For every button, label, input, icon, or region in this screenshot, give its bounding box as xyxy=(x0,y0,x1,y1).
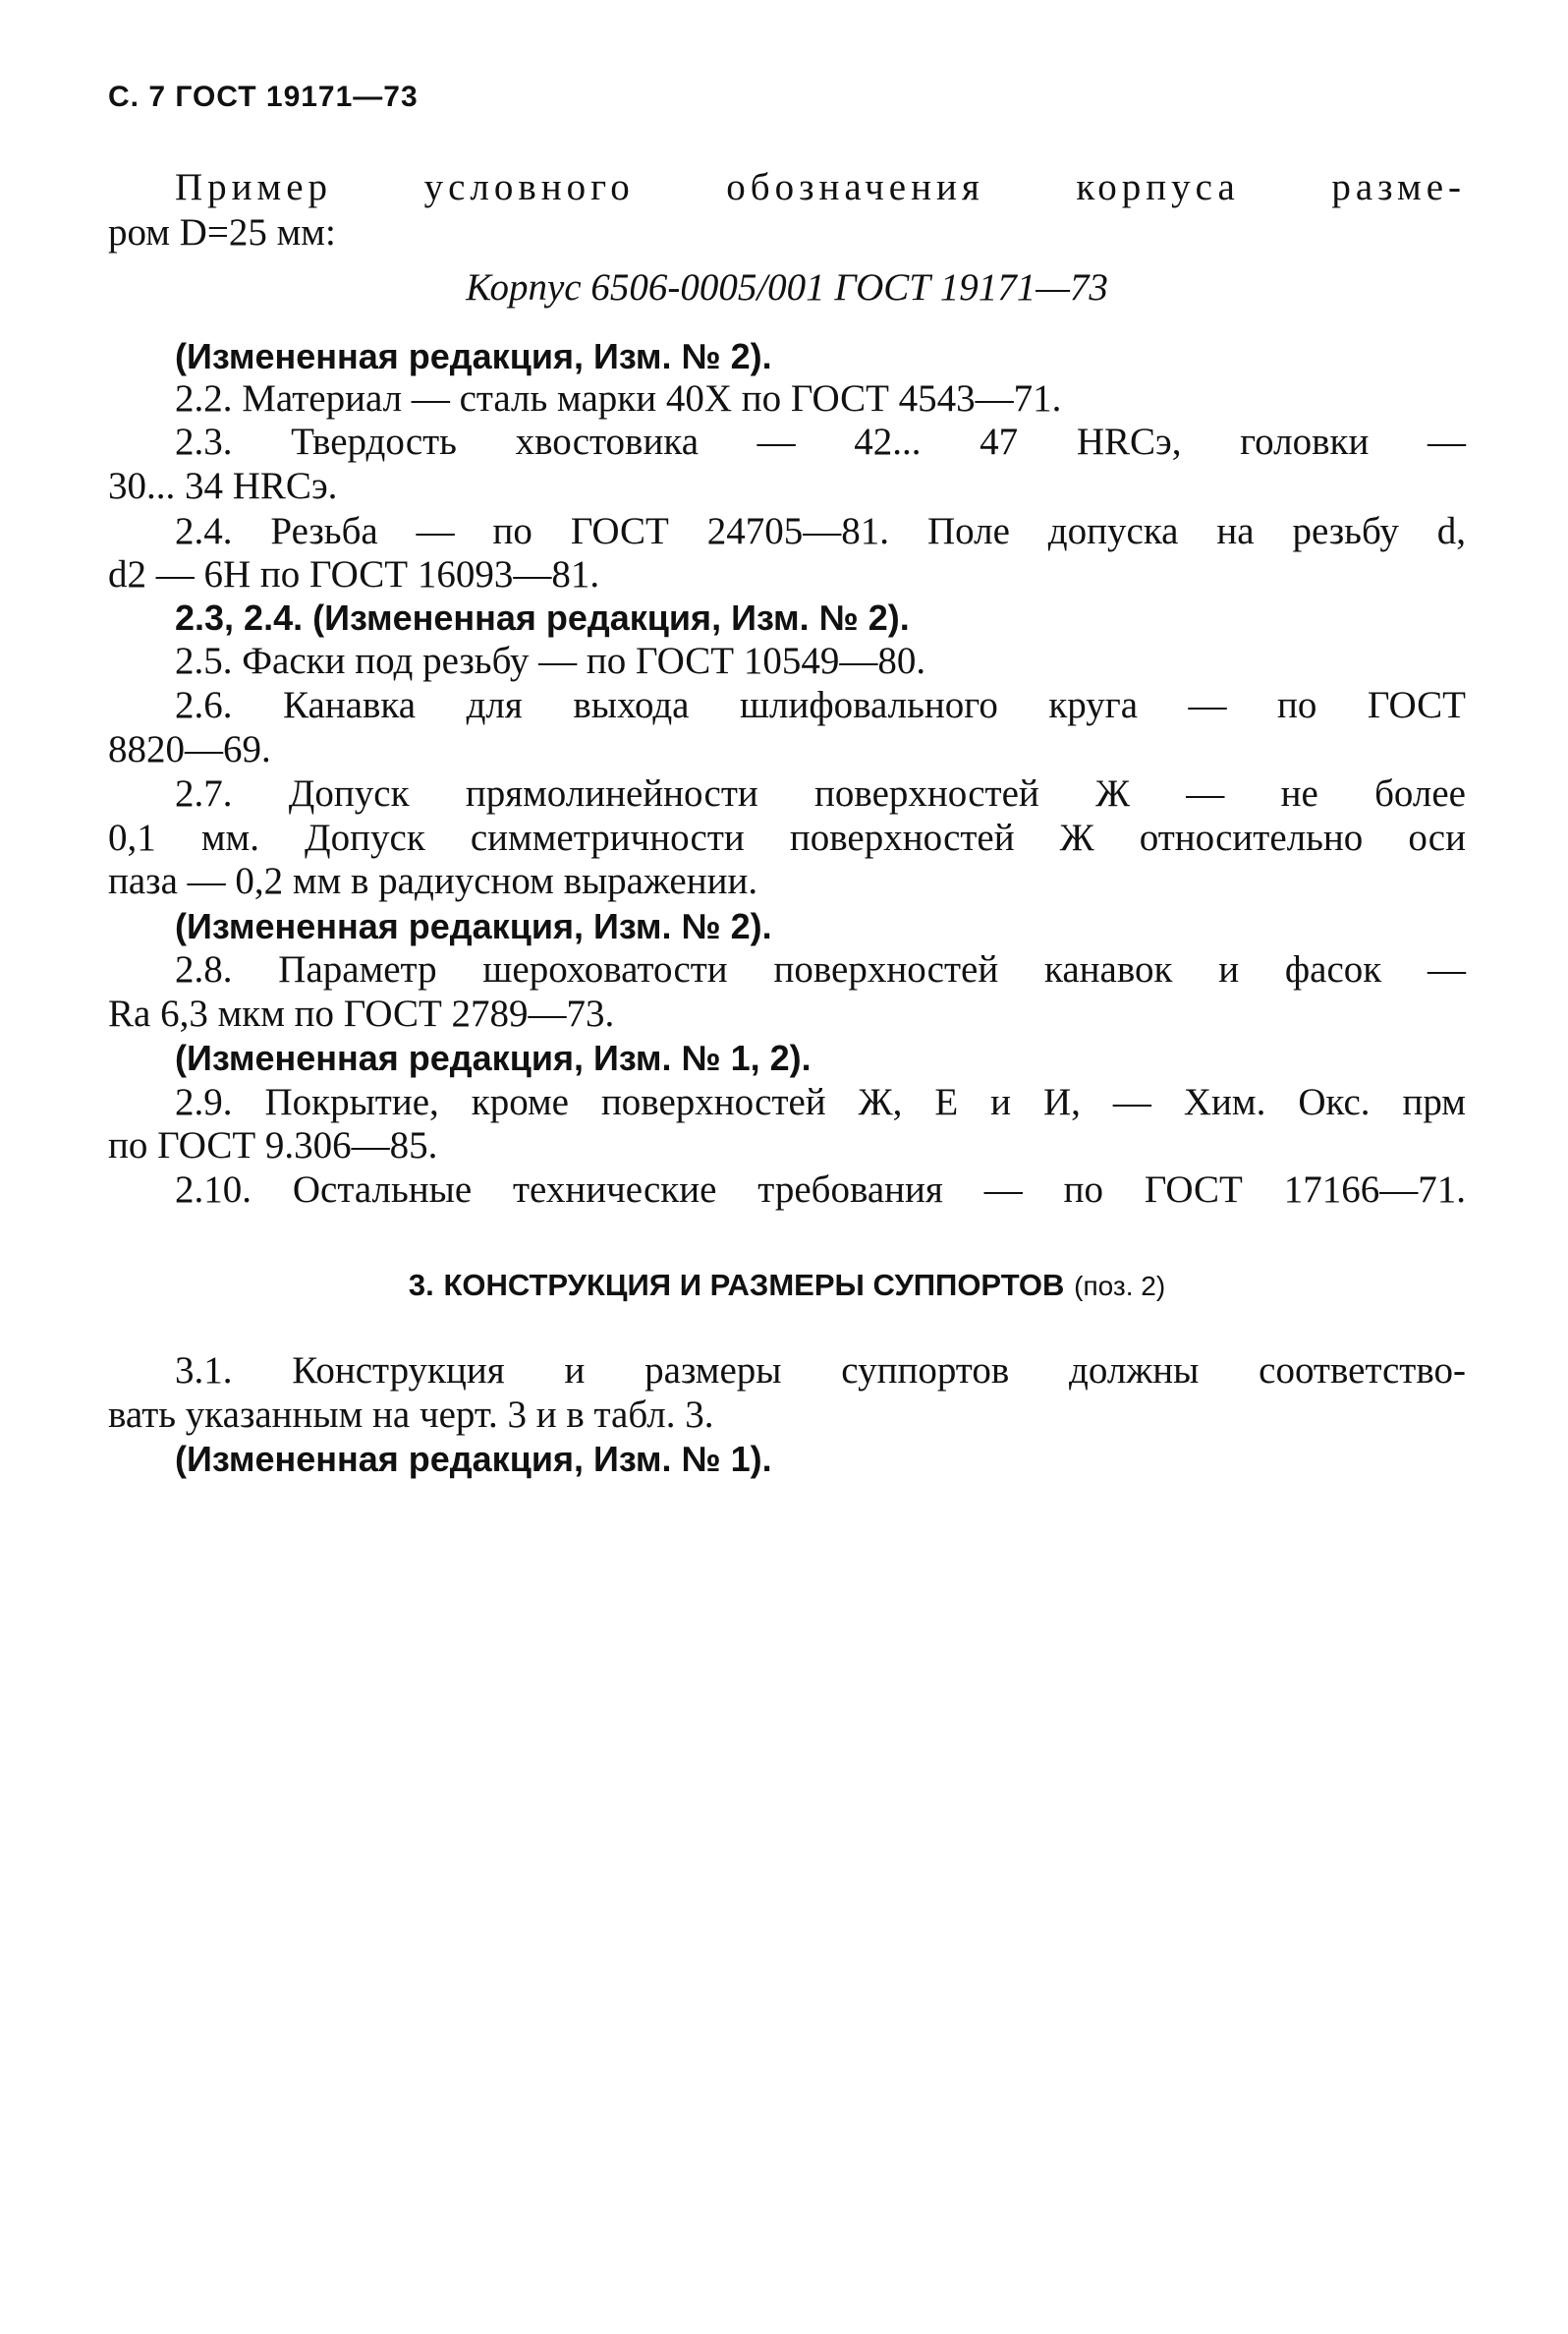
item-2-7-line-1: 2.7. Допуск прямолинейности поверхностей Ж — не более xyxy=(175,772,1466,815)
item-2-6-line-2: 8820—69. xyxy=(108,728,271,770)
item-2-5: 2.5. Фаски под резьбу — по ГОСТ 10549—80. xyxy=(175,640,926,682)
item-3-1-line-1: 3.1. Конструкция и размеры суппортов должны соответство- xyxy=(175,1349,1466,1392)
item-2-7-line-2: 0,1 мм. Допуск симметричности поверхностей Ж относительно оси xyxy=(108,817,1466,859)
amendment-note-2-8: (Измененная редакция, Изм. № 1, 2). xyxy=(175,1038,812,1078)
example-line-2: ром D=25 мм: xyxy=(108,211,336,254)
section-3-number: 3. xyxy=(408,1268,434,1302)
item-2-9-line-1: 2.9. Покрытие, кроме поверхностей Ж, Е и И, — Хим. Окс. прм xyxy=(175,1081,1466,1123)
item-2-3-line-2: 30... 34 HRCэ. xyxy=(108,465,338,507)
item-2-2: 2.2. Материал — сталь марки 40Х по ГОСТ 4543—71. xyxy=(175,377,1062,420)
amendment-note-2-7: (Измененная редакция, Изм. № 2). xyxy=(175,906,772,946)
amendment-note-2-3-2-4: 2.3, 2.4. (Измененная редакция, Изм. № 2). xyxy=(175,598,910,638)
item-2-7-line-3: паза — 0,2 мм в радиусном выражении. xyxy=(108,860,758,902)
page-header: С. 7 ГОСТ 19171—73 xyxy=(108,81,419,113)
item-2-8-line-2: Ra 6,3 мкм по ГОСТ 2789—73. xyxy=(108,993,615,1035)
section-3-heading xyxy=(108,1261,1466,1309)
item-2-4-line-1: 2.4. Резьба — по ГОСТ 24705—81. Поле допуска на резьбу d, xyxy=(175,510,1466,552)
item-2-3-line-1: 2.3. Твердость хвостовика — 42... 47 HRCэ, головки — xyxy=(175,421,1466,463)
section-3-position: (поз. 2) xyxy=(1074,1271,1166,1301)
item-2-6-line-1: 2.6. Канавка для выхода шлифовального круга — по ГОСТ xyxy=(175,684,1466,726)
amendment-note-3-1: (Измененная редакция, Изм. № 1). xyxy=(175,1439,772,1479)
example-designation: Корпус 6506-0005/001 ГОСТ 19171—73 xyxy=(466,266,1108,309)
item-2-8-line-1: 2.8. Параметр шероховатости поверхностей канавок и фасок — xyxy=(175,948,1466,991)
amendment-note-example: (Измененная редакция, Изм. № 2). xyxy=(175,336,772,376)
item-3-1-line-2: вать указанным на черт. 3 и в табл. 3. xyxy=(108,1394,714,1436)
section-3-title: КОНСТРУКЦИЯ И РАЗМЕРЫ СУППОРТОВ xyxy=(443,1268,1065,1302)
item-2-4-line-2: d2 — 6Н по ГОСТ 16093—81. xyxy=(108,553,600,596)
item-2-9-line-2: по ГОСТ 9.306—85. xyxy=(108,1124,438,1167)
item-2-10: 2.10. Остальные технические требования — по ГОСТ 17166—71. xyxy=(175,1168,1466,1211)
example-line-1: Пример условного обозначения корпуса разме- xyxy=(175,166,1466,208)
